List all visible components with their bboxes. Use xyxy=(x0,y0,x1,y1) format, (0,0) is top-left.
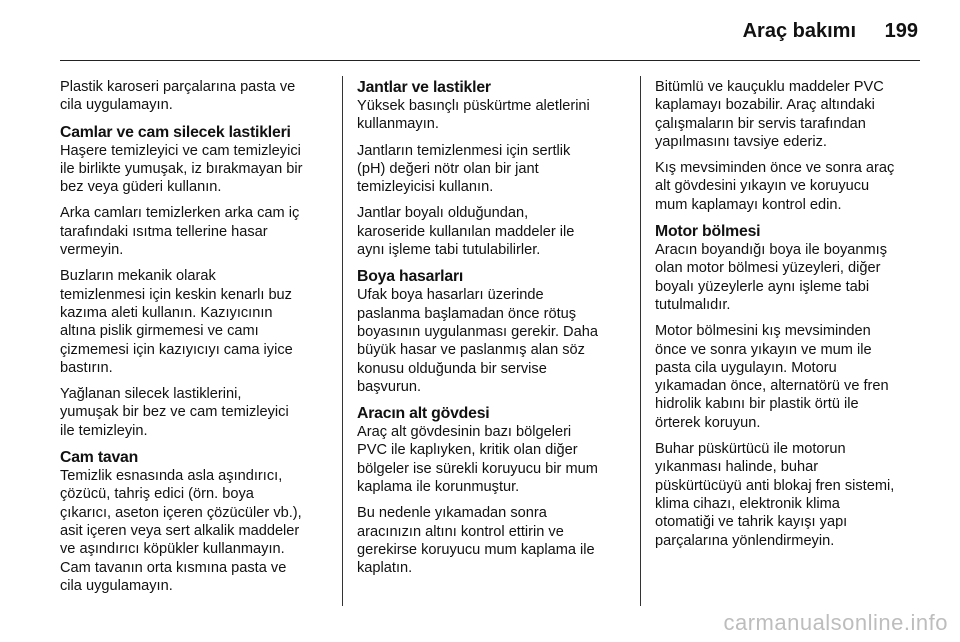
text-line: kaplama ile korunmuştur. xyxy=(357,479,520,496)
paragraph xyxy=(357,204,625,259)
paragraph xyxy=(357,142,625,197)
text-line: başvurun. xyxy=(357,378,422,395)
section-heading: Boya hasarları xyxy=(357,268,464,286)
text-line: cila uygulamayın. xyxy=(60,577,173,594)
column-divider-1 xyxy=(342,76,343,606)
section-heading: Jantlar ve lastikler xyxy=(357,79,491,96)
text-line: hidrolik kabını bir plastik örtü ile xyxy=(655,396,859,413)
text-line: Jantların temizlenmesi için sertlik xyxy=(357,142,571,159)
paragraph xyxy=(655,78,925,151)
text-line: temizlenmesi için keskin kenarlı buz xyxy=(60,286,292,303)
text-line: Bitümlü ve kauçuklu maddeler PVC xyxy=(655,79,884,95)
section-heading: Motor bölmesi xyxy=(655,223,761,241)
text-line: alt gövdesini yıkayın ve koruyucu xyxy=(655,178,870,195)
paragraph xyxy=(60,78,328,115)
text-line: mum kaplamayı kontrol edin. xyxy=(655,196,842,213)
text-line: aracınızın altını kontrol ettirin ve xyxy=(357,523,564,540)
text-column-3 xyxy=(655,78,925,558)
text-line: klima cihazı, elektronik klima xyxy=(655,495,840,512)
text-line: yapılmasını tavsiye ederiz. xyxy=(655,133,827,150)
paragraph xyxy=(60,204,328,259)
text-line: kullanmayın. xyxy=(357,116,439,133)
text-line: büyük hasar ve paslanmış alan söz xyxy=(357,342,585,359)
section-heading: Camlar ve cam silecek lastikleri xyxy=(60,123,291,141)
column-divider-2 xyxy=(640,76,641,606)
text-line: çalışmaların bir servis tarafından xyxy=(655,115,866,132)
text-line: Aracın boyandığı boya ile boyanmış xyxy=(655,242,888,259)
paragraph xyxy=(60,142,328,197)
text-line: Araç alt gövdesinin bazı bölgeleri xyxy=(357,424,572,441)
text-line: boyasının uygulanması gerekir. Daha xyxy=(357,323,598,340)
text-line: ile birlikte yumuşak, iz bırakmayan bir xyxy=(60,160,303,177)
paragraph xyxy=(655,440,925,550)
text-line: ve aşındırıcı köpükler kullanmayın. xyxy=(60,541,285,558)
text-line: karoseride kullanılan maddeler ile xyxy=(357,223,575,240)
text-line: ile temizleyin. xyxy=(60,422,148,439)
text-line: Motor bölmesini kış mevsiminden xyxy=(655,323,871,340)
paragraph xyxy=(60,267,328,377)
page-header xyxy=(0,0,960,62)
paragraph xyxy=(357,97,625,134)
paragraph xyxy=(60,467,328,595)
section-heading: Aracın alt gövdesi xyxy=(357,405,490,423)
text-line: püskürtücüyü anti blokaj fren sistemi, xyxy=(655,477,895,494)
header-rule xyxy=(60,60,920,61)
paragraph xyxy=(655,159,925,214)
text-line: gerekirse koruyucu mum kaplama ile xyxy=(357,541,595,558)
section-heading: Cam tavan xyxy=(60,449,139,467)
text-line: Haşere temizleyici ve cam temizleyici xyxy=(60,142,301,159)
text-line: cila uygulamayın. xyxy=(60,97,173,114)
text-line: örterek koruyun. xyxy=(655,414,761,431)
text-line: tutulmalıdır. xyxy=(655,296,731,313)
text-line: Jantlar boyalı olduğundan, xyxy=(357,205,529,222)
text-line: Buzların mekanik olarak xyxy=(60,268,216,285)
text-line: pasta cila uygulayın. Motoru xyxy=(655,359,837,376)
text-line: bez veya güderi kullanın. xyxy=(60,179,222,196)
paragraph xyxy=(357,286,625,396)
text-line: çözücü, tahriş edici (örn. boya xyxy=(60,486,254,503)
page-number: 199 xyxy=(884,20,918,42)
text-line: Arka camları temizlerken arka cam iç xyxy=(60,205,300,222)
text-line: aynı işleme tabi tutulabilirler. xyxy=(357,242,541,259)
paragraph xyxy=(60,385,328,440)
paragraph xyxy=(357,504,625,577)
text-line: Cam tavanın orta kısmına pasta ve xyxy=(60,559,287,576)
text-line: bölgeler ise sürekli koruyucu bir mum xyxy=(357,460,598,477)
paragraph xyxy=(655,322,925,432)
text-line: Yağlanan silecek lastiklerini, xyxy=(60,386,242,403)
text-line: asit içeren veya sert alkalik maddeler xyxy=(60,522,300,539)
text-line: Bu nedenle yıkamadan sonra xyxy=(357,505,547,522)
text-line: tarafındaki ısıtma tellerine hasar xyxy=(60,223,268,240)
text-line: Buhar püskürtücü ile motorun xyxy=(655,441,846,458)
text-line: parçalarına yönlendirmeyin. xyxy=(655,532,835,549)
text-line: olan motor bölmesi yüzeyleri, diğer xyxy=(655,260,881,277)
text-line: PVC ile kaplıyken, kritik olan diğer xyxy=(357,442,578,459)
text-line: otomatiği ve tahrik kayışı yapı xyxy=(655,514,848,531)
text-line: vermeyin. xyxy=(60,242,124,259)
text-line: Yüksek basınçlı püskürtme aletlerini xyxy=(357,98,590,114)
text-line: Plastik karoseri parçalarına pasta ve xyxy=(60,79,296,95)
watermark: carmanualsonline.info xyxy=(723,610,948,635)
text-line: bastırın. xyxy=(60,359,113,376)
paragraph xyxy=(655,241,925,314)
text-column-1 xyxy=(60,78,328,603)
text-line: paslanma başlamadan önce rötuş xyxy=(357,305,577,322)
text-line: yıkamadan önce, alternatörü ve fren xyxy=(655,378,889,395)
text-line: temizleyicisi kullanın. xyxy=(357,179,494,196)
text-line: önce ve sonra yıkayın ve mum ile xyxy=(655,341,872,358)
text-line: Ufak boya hasarları üzerinde xyxy=(357,287,544,304)
text-line: konusu olduğunda bir servise xyxy=(357,360,547,377)
text-line: kazıma aleti kullanın. Kazıyıcının xyxy=(60,304,273,321)
paragraph xyxy=(357,423,625,496)
text-line: çıkarıcı, aseton içeren çözücüler vb.), xyxy=(60,504,302,521)
text-line: yumuşak bir bez ve cam temizleyici xyxy=(60,404,289,421)
text-line: kaplatın. xyxy=(357,560,413,577)
text-line: yıkanması halinde, buhar xyxy=(655,459,819,476)
text-line: Temizlik esnasında asla aşındırıcı, xyxy=(60,468,283,485)
text-line: kaplamayı bozabilir. Araç altındaki xyxy=(655,97,875,114)
text-line: (pH) değeri nötr olan bir jant xyxy=(357,160,539,177)
text-line: çizmemesi için kazıyıcıyı cama iyice xyxy=(60,341,293,358)
section-title: Araç bakımı xyxy=(742,20,856,42)
text-line: Kış mevsiminden önce ve sonra araç xyxy=(655,160,895,177)
text-line: boyalı yüzeylerle aynı işleme tabi xyxy=(655,278,870,295)
text-line: altına pislik girmemesi ve camı xyxy=(60,323,259,340)
text-column-2 xyxy=(357,78,625,586)
